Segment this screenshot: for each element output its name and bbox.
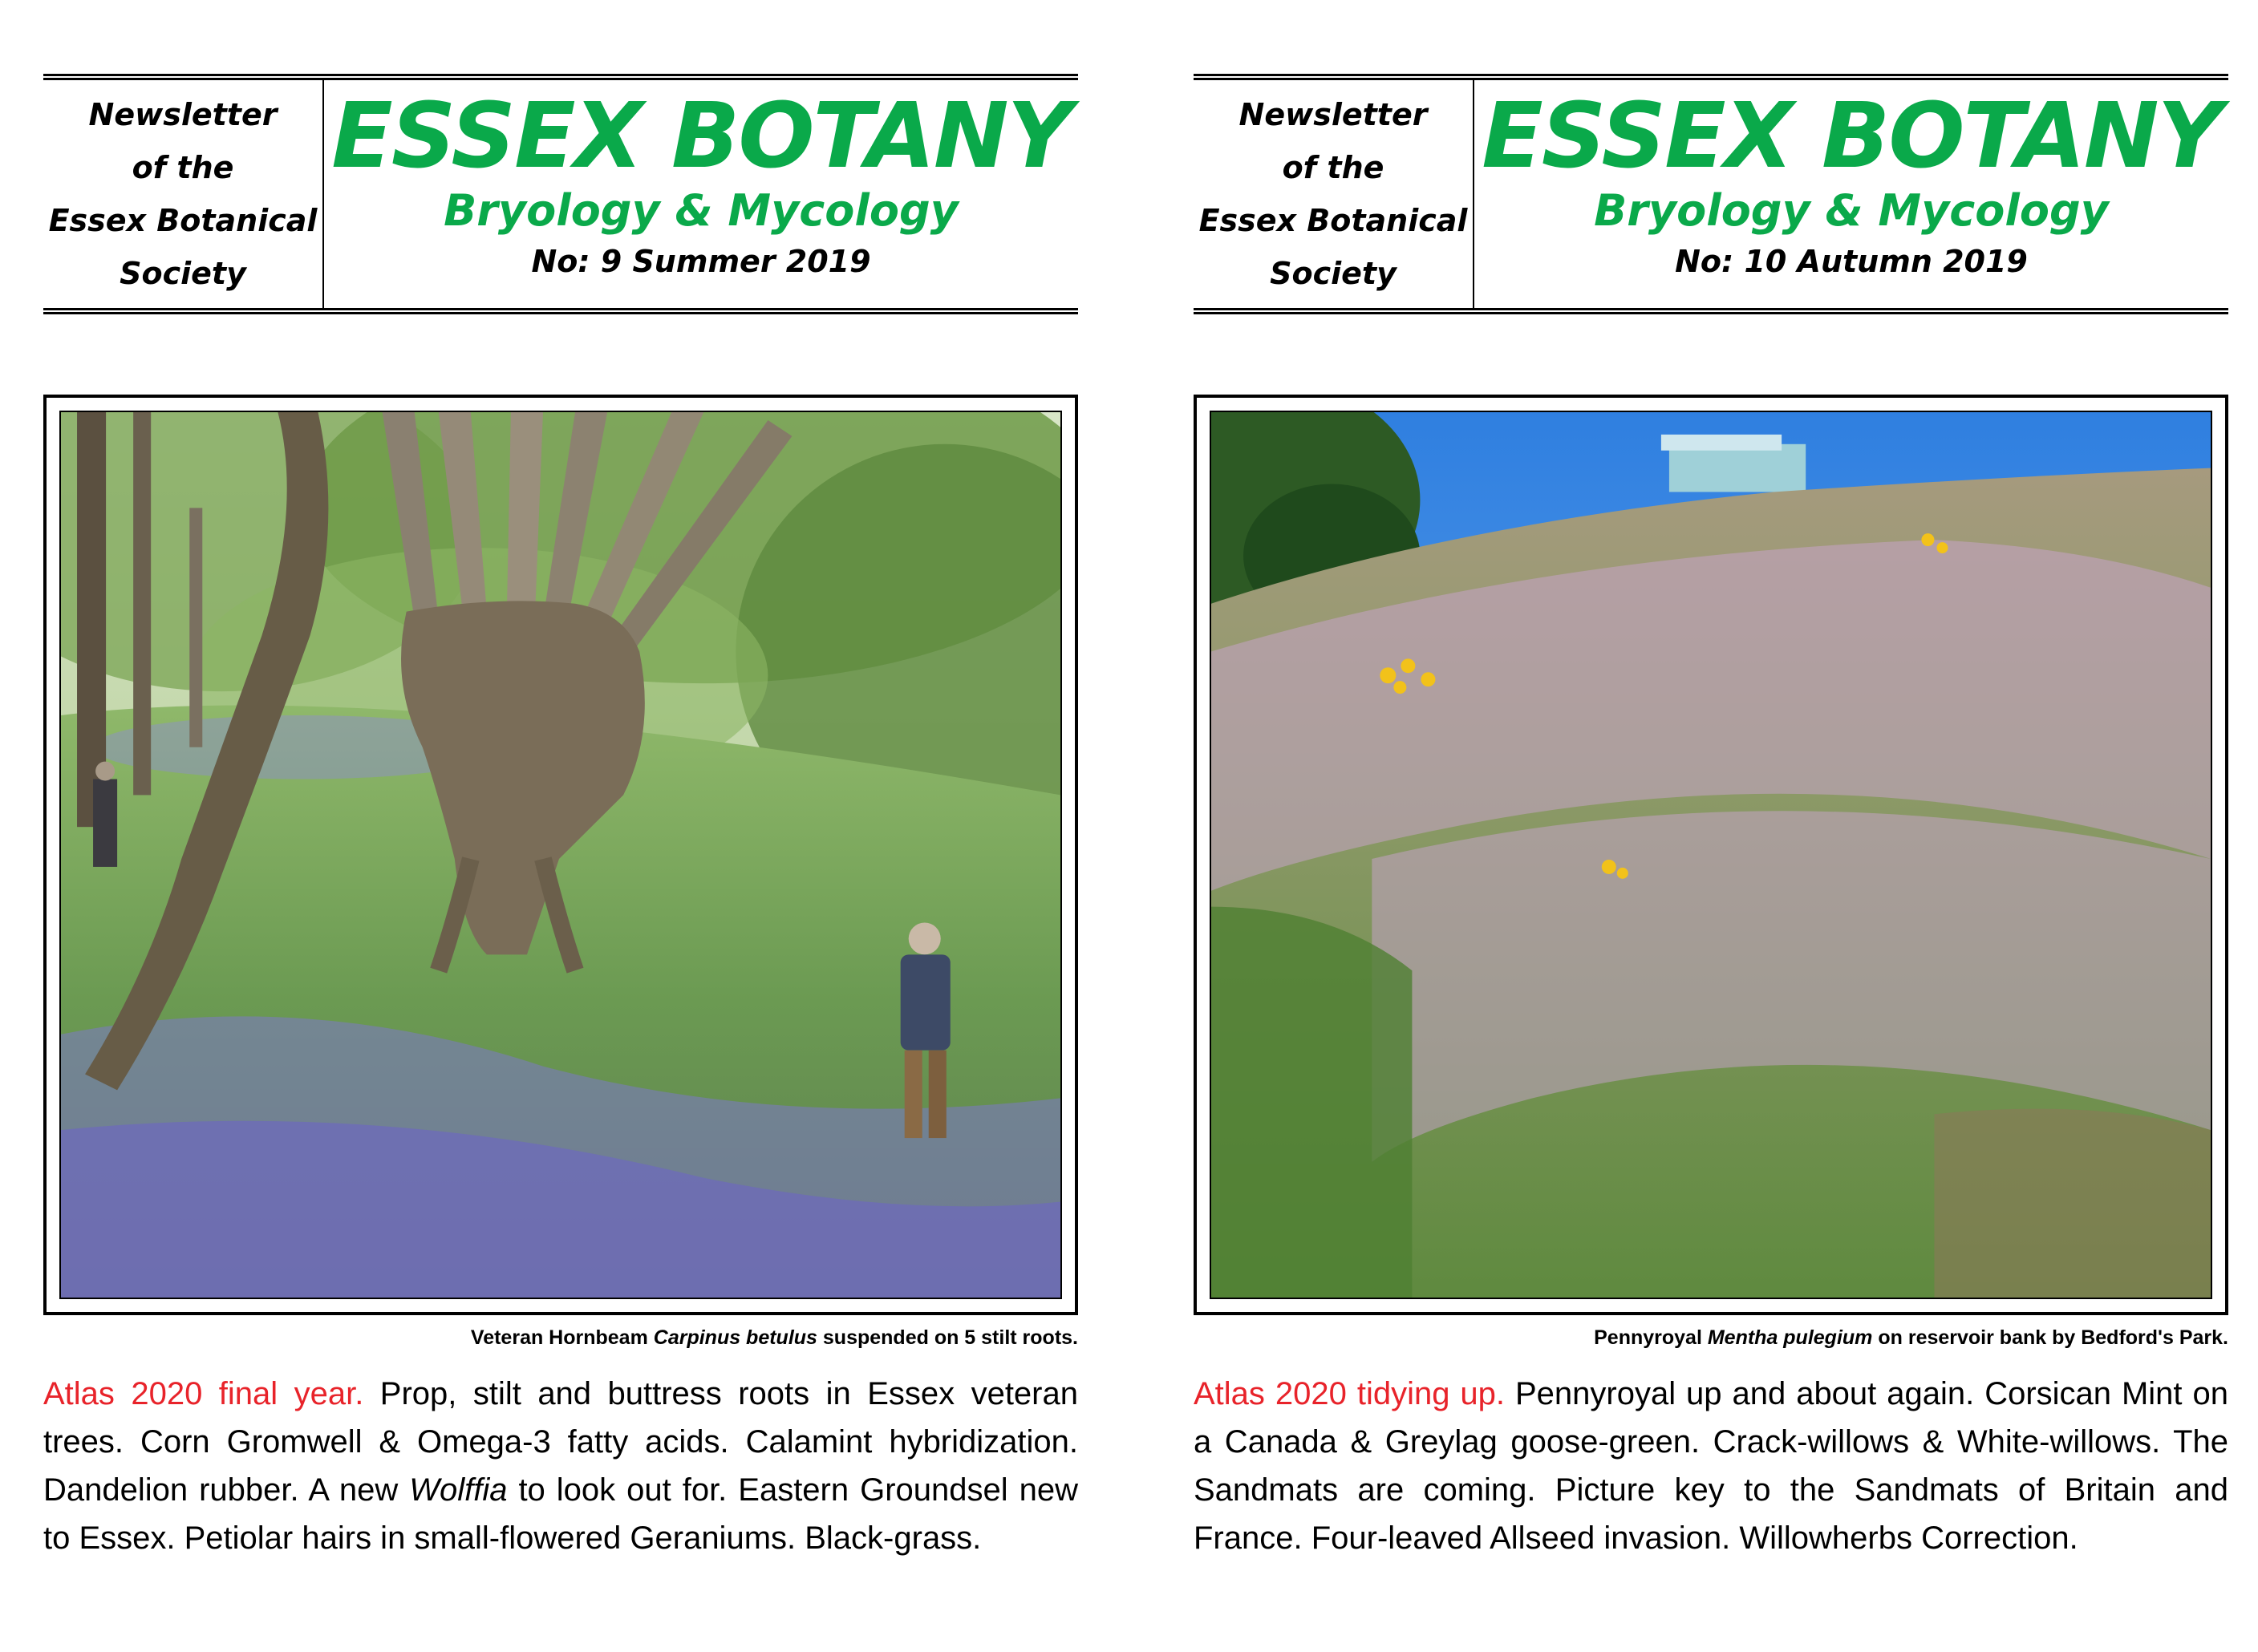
newsletter-subtitle: Bryology & Mycology bbox=[444, 185, 959, 236]
publisher-line: Society bbox=[120, 256, 246, 291]
summary-text: to look out for. Eastern Groundsel new to Essex. Petiolar hairs in small-flowered Geraniums. Black-grass. bbox=[43, 1472, 1078, 1556]
publisher-line: Essex Botanical bbox=[48, 203, 318, 238]
newsletter-cover-autumn bbox=[1194, 74, 2228, 1597]
publisher-line: Essex Botanical bbox=[1198, 203, 1468, 238]
title-block bbox=[1474, 80, 2228, 308]
cover-photo-frame bbox=[43, 395, 1078, 1315]
caption-species: Carpinus betulus bbox=[653, 1326, 817, 1349]
publisher-line: Newsletter bbox=[88, 97, 278, 132]
newsletter-subtitle: Bryology & Mycology bbox=[1594, 185, 2109, 236]
publisher-line: Society bbox=[1270, 256, 1397, 291]
newsletter-title: ESSEX BOTANY bbox=[1482, 84, 2221, 188]
summary-text: Pennyroyal up and about again. Corsican Mint on a Canada & Greylag goose-green. Crack-willows & White-willows. The Sandmats are coming. Picture key to the Sandmats of Britain and France. Four-leaved Allseed invasion. Willowherbs Correction. bbox=[1194, 1376, 2228, 1556]
caption-species: Mentha pulegium bbox=[1707, 1326, 1873, 1349]
masthead bbox=[1194, 74, 2228, 314]
contents-summary bbox=[1194, 1370, 2228, 1562]
publisher-line: Newsletter bbox=[1238, 97, 1428, 132]
caption-text: Veteran Hornbeam bbox=[470, 1326, 654, 1349]
caption-text: suspended on 5 stilt roots. bbox=[817, 1326, 1078, 1349]
publisher-line: of the bbox=[132, 150, 234, 185]
caption-text: Pennyroyal bbox=[1594, 1326, 1708, 1349]
headline: Atlas 2020 final year. bbox=[43, 1376, 364, 1411]
contents-summary bbox=[43, 1370, 1078, 1562]
publisher-block bbox=[1194, 80, 1474, 308]
publisher-line: of the bbox=[1282, 150, 1384, 185]
reservoir-bank-photo-icon bbox=[1210, 411, 2212, 1299]
issue-number: No: 9 Summer 2019 bbox=[531, 244, 871, 279]
bluebell-woodland-photo-icon bbox=[59, 411, 1062, 1299]
summary-text: Prop, stilt and buttress roots in Essex veteran trees. Corn Gromwell & Omega-3 fatty acids. Calamint hybridization. Dandelion rubber. A new bbox=[43, 1376, 1078, 1508]
newsletter-title: ESSEX BOTANY bbox=[331, 84, 1071, 188]
title-block bbox=[324, 80, 1078, 308]
headline: Atlas 2020 tidying up. bbox=[1194, 1376, 1506, 1411]
masthead bbox=[43, 74, 1078, 314]
summary-species: Wolffia bbox=[409, 1472, 508, 1508]
photo-caption bbox=[471, 1326, 1078, 1350]
issue-number: No: 10 Autumn 2019 bbox=[1675, 244, 2028, 279]
photo-caption bbox=[1594, 1326, 2228, 1350]
cover-photo-frame bbox=[1194, 395, 2228, 1315]
publisher-block bbox=[43, 80, 324, 308]
newsletter-cover-summer bbox=[43, 74, 1078, 1597]
caption-text: on reservoir bank by Bedford's Park. bbox=[1872, 1326, 2228, 1349]
